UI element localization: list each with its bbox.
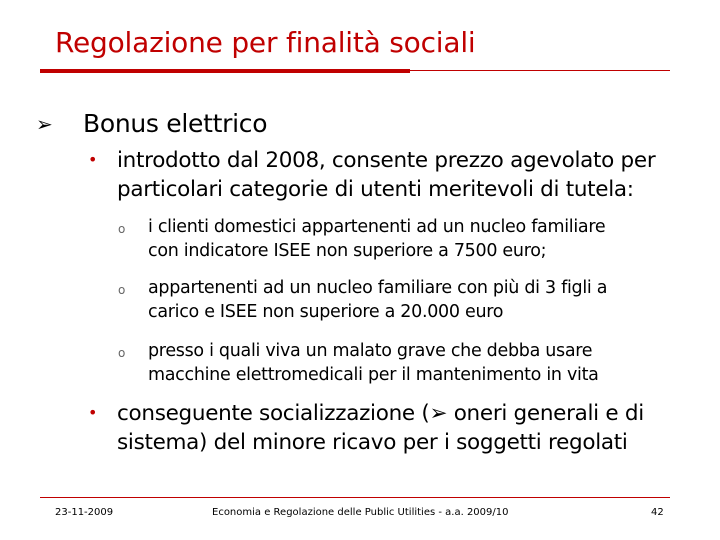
circle-bullet-icon: o [118, 346, 126, 360]
bullet-item-1: introdotto dal 2008, consente prezzo agevolato per particolari categorie di utenti meritevoli di tutela: [117, 148, 656, 202]
slide-title: Regolazione per finalità sociali [55, 26, 476, 59]
dot-bullet-icon: • [88, 403, 98, 422]
page-number: 42 [651, 507, 664, 518]
title-underline-thin [410, 70, 670, 71]
bullet-heading: Bonus elettrico [83, 109, 268, 138]
circle-bullet-icon: o [118, 283, 126, 297]
sub-item-2: appartenenti ad un nucleo familiare con più di 3 figli a carico e ISEE non superiore a 20.000 euro [148, 278, 608, 322]
arrow-bullet-icon: ➢ [36, 112, 53, 136]
circle-bullet-icon: o [118, 222, 126, 236]
footer-course: Economia e Regolazione delle Public Utilities - a.a. 2009/10 [212, 507, 509, 518]
footer-date: 23-11-2009 [55, 507, 114, 518]
title-underline-thick [40, 69, 410, 73]
dot-bullet-icon: • [88, 150, 98, 169]
sub-item-3: presso i quali viva un malato grave che debba usare macchine elettromedicali per il mantenimento in vita [148, 341, 599, 385]
bullet-item-2: conseguente socializzazione (➢ oneri generali e di sistema) del minore ricavo per i soggetti regolati [117, 401, 644, 455]
footer-divider [40, 497, 670, 498]
sub-item-1: i clienti domestici appartenenti ad un nucleo familiare con indicatore ISEE non superiore a 7500 euro; [148, 217, 606, 261]
